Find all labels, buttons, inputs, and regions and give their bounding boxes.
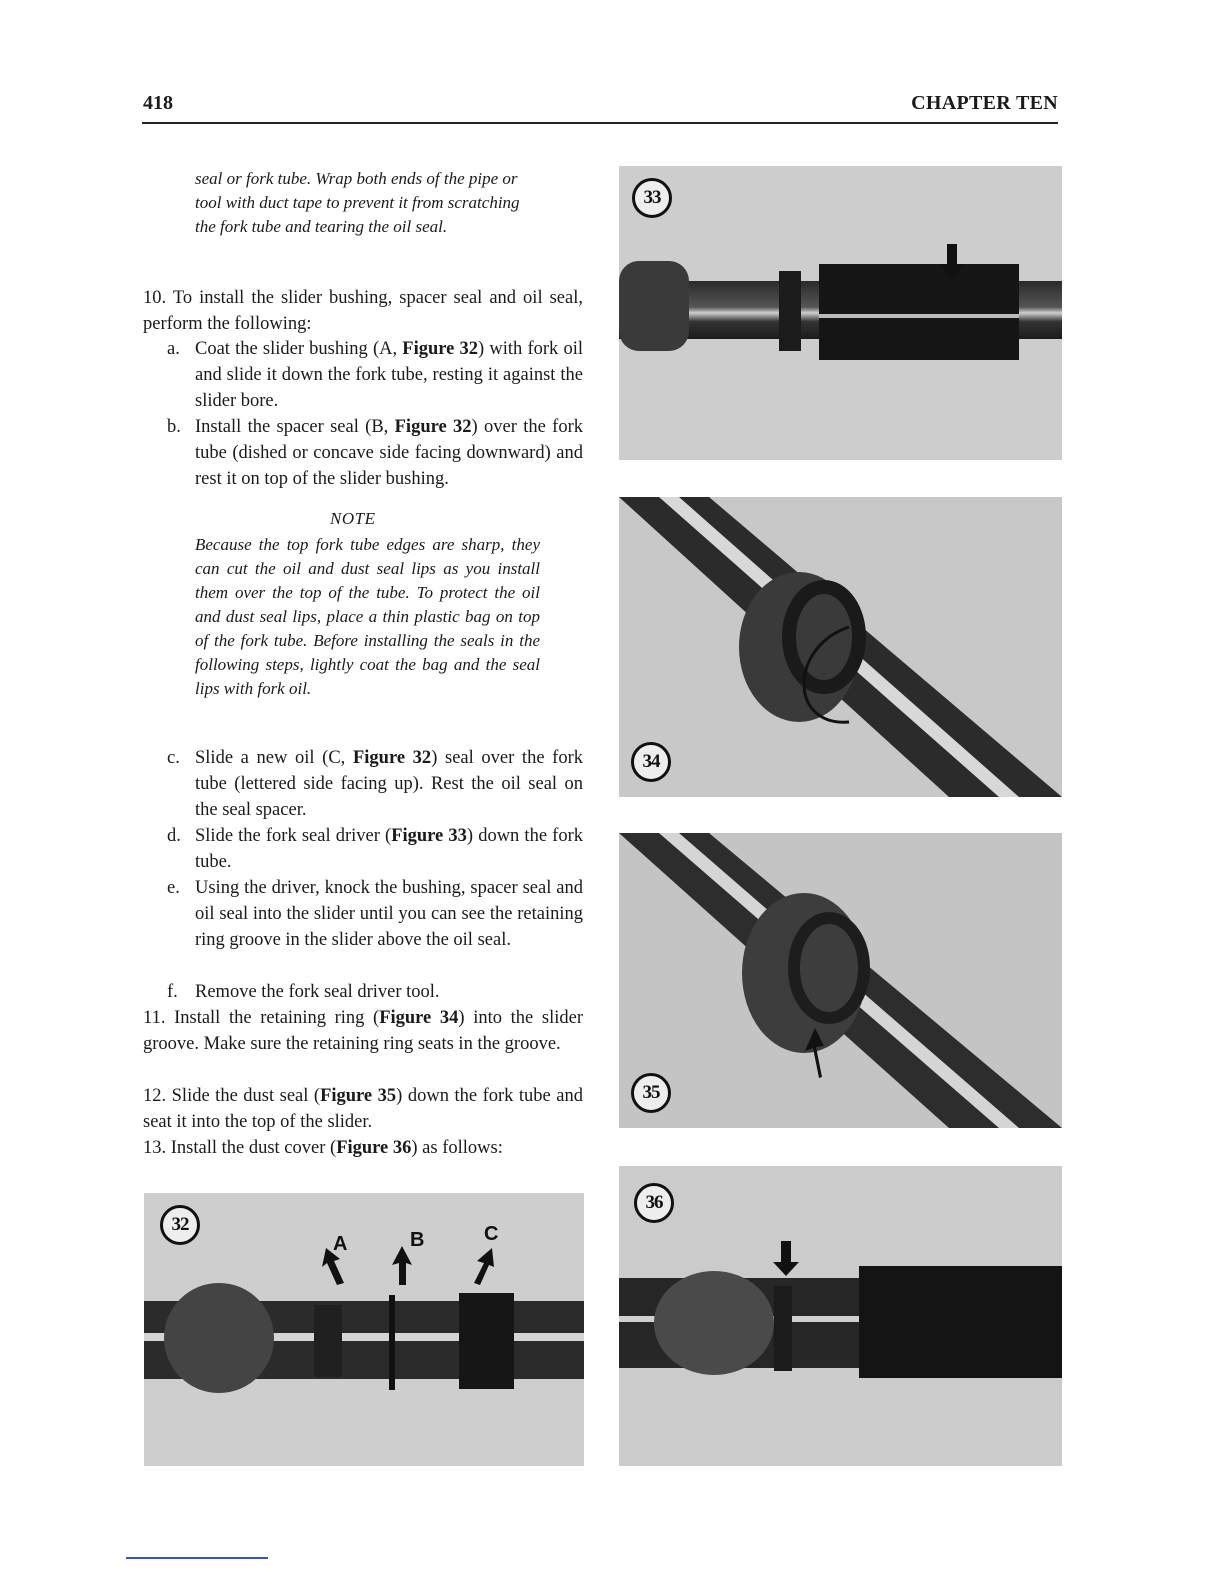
figure-number-badge: 33 (632, 178, 672, 218)
note-heading: NOTE (330, 509, 376, 528)
substep-label: a. (167, 339, 180, 359)
step-10-text: To install the slider bushing, spacer seal and oil seal, perform the following: (143, 288, 583, 334)
substep-f (143, 979, 583, 1005)
substep-text: ) down the fork tube. (195, 826, 583, 872)
substep-text: Using the driver, knock the bushing, spacer seal and oil seal into the slider until you can see the retaining ring groove in the slider above the oil seal. (195, 878, 583, 950)
figure-reference: Figure 34 (379, 1008, 459, 1028)
callout-label-c: C (484, 1223, 499, 1245)
figure-number-badge: 32 (160, 1205, 200, 1245)
substep-b (143, 414, 583, 492)
substep-d (143, 823, 583, 875)
substep-text: Remove the fork seal driver tool. (195, 982, 440, 1002)
substep-e (143, 875, 583, 953)
substep-text: Coat the slider bushing (A, (195, 339, 403, 359)
step-12 (143, 1083, 583, 1135)
figure-36-photo (619, 1166, 1062, 1466)
figure-reference: Figure 36 (336, 1138, 412, 1158)
callout-label-a: A (333, 1233, 348, 1255)
figure-reference: Figure 33 (391, 826, 467, 846)
figure-33-photo (619, 166, 1062, 460)
step-10-number: 10. (143, 288, 167, 308)
figure-reference: Figure 32 (402, 339, 479, 359)
substep-c (143, 745, 583, 823)
footer-link-underline (126, 1557, 268, 1559)
figure-34-photo (619, 497, 1062, 797)
substep-a (143, 336, 583, 414)
substep-text: ) over the fork tube (dished or concave side facing downward) and rest it on top of the slider bushing. (195, 417, 583, 489)
substep-label: b. (167, 417, 181, 437)
step-text: 13. Install the dust cover ( (143, 1138, 337, 1158)
chapter-title: CHAPTER TEN (911, 92, 1058, 114)
step-10 (143, 285, 583, 337)
step-text: ) into the slider groove. Make sure the retaining ring seats in the groove. (143, 1008, 583, 1054)
substep-text: ) with fork oil and slide it down the fork tube, resting it against the slider bore. (195, 339, 583, 411)
figure-32-photo (144, 1193, 584, 1466)
note-continuation: seal or fork tube. Wrap both ends of the pipe or tool with duct tape to prevent it from scratching the fork tube and tearing the oil seal. (195, 169, 520, 236)
note-body: Because the top fork tube edges are sharp, they can cut the oil and dust seal lips as you install them over the top of the tube. To protect the oil and dust seal lips, place a thin plastic bag on top of the fork tube. Before installing the seals in the following steps, lightly coat the bag and the seal lips with fork oil. (195, 535, 540, 698)
substep-text: Slide a new oil (C, (195, 748, 353, 768)
page-number: 418 (143, 92, 173, 114)
figure-reference: Figure 32 (352, 748, 432, 768)
substep-text: Install the spacer seal (B, (195, 417, 395, 437)
step-text: 11. Install the retaining ring ( (143, 1008, 380, 1028)
substep-label: f. (167, 982, 178, 1002)
figure-35-photo (619, 833, 1062, 1128)
header-rule (142, 122, 1058, 124)
substep-label: e. (167, 878, 180, 898)
step-11 (143, 1005, 583, 1057)
figure-number-badge: 36 (634, 1183, 674, 1223)
step-text: 12. Slide the dust seal ( (143, 1086, 321, 1106)
figure-number-badge: 34 (631, 742, 671, 782)
substep-label: d. (167, 826, 181, 846)
figure-number-badge: 35 (631, 1073, 671, 1113)
substep-text: Slide the fork seal driver ( (195, 826, 392, 846)
step-text: ) as follows: (411, 1138, 503, 1158)
substep-text: ) seal over the fork tube (lettered side facing up). Rest the oil seal on the seal spacer. (195, 748, 583, 820)
step-13 (143, 1135, 583, 1161)
figure-reference: Figure 32 (394, 417, 472, 437)
substep-label: c. (167, 748, 180, 768)
figure-reference: Figure 35 (320, 1086, 397, 1106)
step-text: ) down the fork tube and seat it into the top of the slider. (143, 1086, 583, 1132)
callout-label-b: B (410, 1229, 425, 1251)
